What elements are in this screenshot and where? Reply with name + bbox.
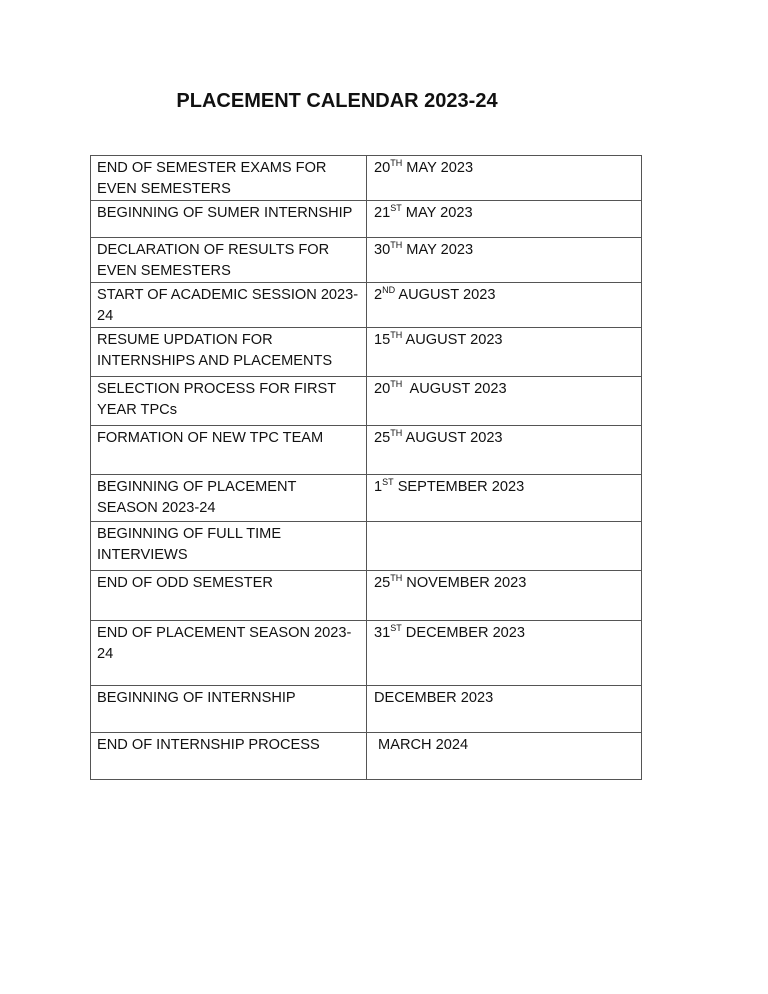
date-month-year: NOVEMBER 2023 [402, 575, 527, 591]
date-ordinal-suffix: TH [390, 379, 403, 389]
date-month-year: AUGUST 2023 [402, 430, 503, 446]
event-cell: END OF PLACEMENT SEASON 2023-24 [91, 621, 367, 686]
date-cell [367, 426, 642, 475]
table-row [91, 475, 642, 522]
date-ordinal-suffix: ST [390, 203, 402, 213]
table-row [91, 156, 642, 201]
page-title [0, 90, 768, 113]
date-cell [367, 571, 642, 621]
date-day: 21 [374, 205, 391, 221]
date-cell [367, 522, 642, 571]
date-month-year: AUGUST 2023 [402, 332, 503, 348]
date-cell [367, 283, 642, 328]
event-cell: BEGINNING OF FULL TIME INTERVIEWS [91, 522, 367, 571]
title-text: PLACEMENT CALENDAR 2023-24 [176, 90, 498, 112]
table-row [91, 621, 642, 686]
date-ordinal-suffix: ND [382, 285, 396, 295]
date-cell [367, 475, 642, 522]
date-day: 30 [374, 242, 391, 258]
date-ordinal-suffix: TH [390, 428, 403, 438]
event-cell: END OF ODD SEMESTER [91, 571, 367, 621]
date-day: 20 [374, 160, 391, 176]
table-row [91, 328, 642, 377]
date-ordinal-suffix: TH [390, 240, 403, 250]
date-cell [367, 686, 642, 733]
event-cell: FORMATION OF NEW TPC TEAM [91, 426, 367, 475]
date-ordinal-suffix: ST [382, 477, 394, 487]
date-day: 2 [374, 287, 383, 303]
date-cell [367, 238, 642, 283]
date-month-year: SEPTEMBER 2023 [393, 479, 525, 495]
table-row [91, 238, 642, 283]
date-cell [367, 328, 642, 377]
table-row [91, 201, 642, 238]
date-cell [367, 621, 642, 686]
table-row [91, 377, 642, 426]
event-cell: BEGINNING OF INTERNSHIP [91, 686, 367, 733]
date-ordinal-suffix: ST [390, 623, 402, 633]
date-cell [367, 733, 642, 780]
date-day: 15 [374, 332, 391, 348]
date-month-year: AUGUST 2023 [395, 287, 496, 303]
date-month-year: AUGUST 2023 [402, 381, 507, 397]
placement-calendar-table [90, 155, 642, 780]
date-cell [367, 156, 642, 201]
event-cell: BEGINNING OF SUMER INTERNSHIP [91, 201, 367, 238]
table-row [91, 522, 642, 571]
date-cell [367, 201, 642, 238]
event-cell: RESUME UPDATION FOR INTERNSHIPS AND PLACEMENTS [91, 328, 367, 377]
date-day: 20 [374, 381, 391, 397]
date-day: 31 [374, 625, 391, 641]
event-cell: BEGINNING OF PLACEMENT SEASON 2023-24 [91, 475, 367, 522]
date-ordinal-suffix: TH [390, 330, 403, 340]
date-month-year: MAY 2023 [402, 242, 474, 258]
event-cell: END OF INTERNSHIP PROCESS [91, 733, 367, 780]
date-month-year: DECEMBER 2023 [401, 625, 526, 641]
event-cell: END OF SEMESTER EXAMS FOR EVEN SEMESTERS [91, 156, 367, 201]
event-cell: SELECTION PROCESS FOR FIRST YEAR TPCs [91, 377, 367, 426]
event-cell: START OF ACADEMIC SESSION 2023-24 [91, 283, 367, 328]
date-month-year: MAY 2023 [401, 205, 473, 221]
table-row [91, 733, 642, 780]
date-day: 1 [374, 479, 383, 495]
table-row [91, 686, 642, 733]
table-row [91, 283, 642, 328]
date-day: 25 [374, 430, 391, 446]
date-month-year: DECEMBER 2023 [374, 690, 494, 706]
date-ordinal-suffix: TH [390, 158, 403, 168]
table-row [91, 571, 642, 621]
table-row [91, 426, 642, 475]
date-ordinal-suffix: TH [390, 573, 403, 583]
event-cell: DECLARATION OF RESULTS FOR EVEN SEMESTERS [91, 238, 367, 283]
date-cell [367, 377, 642, 426]
date-month-year: MAY 2023 [402, 160, 474, 176]
date-day: 25 [374, 575, 391, 591]
date-month-year: MARCH 2024 [374, 737, 469, 753]
